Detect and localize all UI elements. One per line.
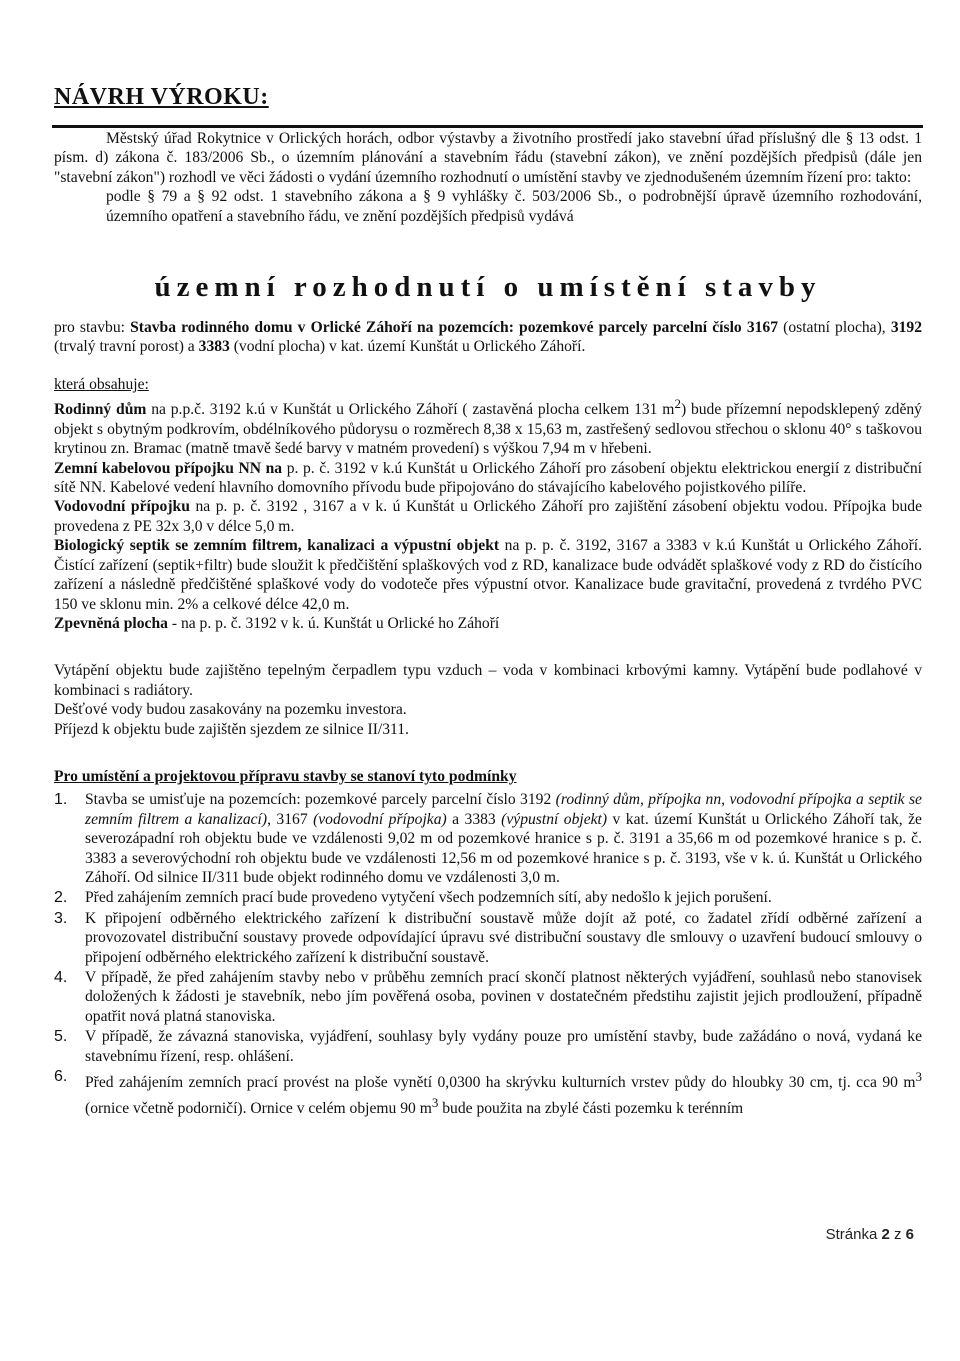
condition-text: Stavba se umisťuje na pozemcích: pozemkové parcely parcelní číslo 3192 xyxy=(85,791,556,809)
conditions-list xyxy=(54,790,922,1118)
item-pripojka-nn xyxy=(54,459,922,498)
parcel-3192: 3192 xyxy=(890,319,922,337)
item-vodovodni-pripojka xyxy=(54,497,922,536)
obsahuje-label: která obsahuje: xyxy=(54,375,149,393)
condition-text: V případě, že závazná stanoviska, vyjádření, souhlasy byly vydány pouze pro umístění stavby, bude zažádáno o nová, vydaná ke stavebnímu řízení, resp. ohlášení. xyxy=(85,1028,922,1065)
condition-number: 3. xyxy=(54,909,68,927)
page-number xyxy=(826,1226,914,1243)
condition-number: 1. xyxy=(54,791,68,809)
condition-item xyxy=(54,1027,922,1066)
condition-item xyxy=(54,968,922,1026)
page-total: 6 xyxy=(905,1226,914,1243)
item-biologicky-septik-text: na p. p. č. 3192, 3167 a 3383 v k.ú Kunštát u Orlického Záhoří. Čistící zařízení (septik+filtr) bude sloužit k předčištění splaškových vod z RD, kanalizace bude odvádět splaškové vody z RD do čistícího zařízení a následně předčištěné splaškové vody do vodoteče přes výpustní otvor. Kanalizace bude gravitační, provedená z tvrdého PVC 150 ve sklonu min. 2% a celkové délce 42,0 m. xyxy=(54,537,922,613)
section-heading: NÁVRH VÝROKU: xyxy=(54,84,269,110)
item-biologicky-septik-title: Biologický septik se zemním filtrem, kanalizaci a výpustní objekt xyxy=(54,537,500,555)
vytapeni-paragraph: Vytápění objektu bude zajištěno tepelným čerpadlem typu vzduch – voda v kombinaci krbovými kamny. Vytápění bude podlahové v kombinaci s radiátory. xyxy=(54,662,922,699)
heading-rule xyxy=(52,125,923,128)
prijezd-paragraph: Příjezd k objektu bude zajištěn sjezdem ze silnice II/311. xyxy=(54,720,409,738)
item-rodinny-dum-text: na p.p.č. 3192 k.ú v Kunštát u Orlického Záhoří ( zastavěná plocha celkem 131 m xyxy=(146,401,675,419)
document-body xyxy=(54,129,922,1119)
conditions-heading: Pro umístění a projektovou přípravu stavby se stanoví tyto podmínky xyxy=(54,767,517,785)
condition-text-italic: (vodovodní přípojka) xyxy=(313,810,447,828)
item-zpevnena-plocha xyxy=(54,614,922,633)
condition-text: v kat. území Kunštát u Orlického Záhoří tak, že severozápadní roh objektu bude ve vzdálenosti 9,02 m od pozemkové hranice s p. č. 3191 a 35,66 m od pozemkové hranice s p. č. 3383 a severovýchodní roh objektu bude ve vzdálenosti 12,56 m od pozemkové hranice s p. č. 3193, vše v k. ú. Kunštát u Orlického Záhoří. Od silnice II/311 bude objekt rodinného domu ve vzdálenosti 3,0 m. xyxy=(85,810,922,886)
condition-text: K připojení odběrného elektrického zařízení k distribuční soustavě může dojít až poté, co žadatel zřídí odběrné zařízení a provozovatel distribuční soustavy provede odpovídající úpravu své distribuční soustavy dle smlouvy o uzavření budoucí smlouvy o připojení odběrného elektrického zařízení k distribuční soustavě. xyxy=(85,909,922,966)
page-current: 2 xyxy=(881,1226,890,1243)
item-rodinny-dum xyxy=(54,394,922,458)
item-biologicky-septik xyxy=(54,536,922,614)
condition-item xyxy=(54,1067,922,1118)
condition-text: V případě, že před zahájením stavby nebo v průběhu zemních prací skončí platnost některých vyjádření, souhlasů nebo stanovisek doložených k žádosti je stavebník, nebo jím pověřená osoba, povinen v dostatečném předstihu zajistit jejich prodloužení, případně opatřit nová platná stanoviska. xyxy=(85,969,922,1025)
condition-number: 6. xyxy=(54,1068,68,1086)
item-rodinny-dum-sup: 2 xyxy=(674,396,681,412)
stavba-name: Stavba rodinného domu v Orlické Záhoří na pozemcích: pozemkové parcely parcelní číslo 3167 xyxy=(130,319,779,337)
condition-sup: 3 xyxy=(915,1069,922,1085)
condition-text: (ornice včetně podorničí). Ornice v celém objemu 90 m xyxy=(85,1099,432,1117)
page-of: z xyxy=(889,1226,906,1243)
destove-vody-paragraph: Dešťové vody budou zasakovány na pozemku investora. xyxy=(54,701,407,719)
condition-text: a 3383 xyxy=(446,810,502,828)
condition-item xyxy=(54,909,922,967)
condition-sup: 3 xyxy=(431,1094,439,1110)
legal-basis-paragraph: podle § 79 a § 92 odst. 1 stavebního zákona a § 9 vyhlášky č. 503/2006 Sb., o podrobnější úpravě územního rozhodování, územního opatření a stavebního řádu, ve znění pozdějších předpisů vydává xyxy=(106,188,922,225)
item-rodinny-dum-text-2: ) bude přízemní nepodsklepený zděný objekt s obytným podkrovím, obdélníkového půdorysu o rozměrech 8,38 x 15,63 m, zastřešený sedlovou střechou o sklonu 40° s taškovou krytinou zn. Bramac (matně tmavě šedé barvy v matném provedení) s výškou 7,94 m v hřebeni. xyxy=(54,401,922,458)
parcel-3383: 3383 xyxy=(198,338,230,356)
condition-text: Před zahájením zemních prací bude provedeno vytyčení všech podzemních sítí, aby nedošlo k jejich porušení. xyxy=(85,889,772,907)
item-zpevnena-plocha-title: Zpevněná plocha xyxy=(54,614,168,632)
item-pripojka-nn-text: p. p. č. 3192 v k.ú Kunštát u Orlického Záhoří pro zásobení objektu elektrickou energií z distribuční sítě NN. Kabelové vedení hlavního domovního přívodu bude připojováno do stávajícího kabelového pojistkového pilíře. xyxy=(54,459,923,497)
condition-item xyxy=(54,888,922,907)
condition-text: bude použita na zbylé části pozemku k terénním xyxy=(438,1099,744,1117)
condition-number: 5. xyxy=(54,1028,68,1046)
condition-number: 4. xyxy=(54,969,68,986)
stavba-paragraph xyxy=(54,318,922,357)
condition-text: , 3167 xyxy=(267,810,314,828)
item-rodinny-dum-title: Rodinný dům xyxy=(54,401,147,419)
decision-title: územní rozhodnutí o umístění stavby xyxy=(154,271,822,304)
page-label: Stránka xyxy=(825,1226,882,1243)
stavba-prefix: pro stavbu: xyxy=(54,319,131,337)
condition-text-italic: (rodinný dům, přípojka nn, vodovodní přípojka a septik se zemním filtrem a kanalizací) xyxy=(85,791,922,828)
condition-number: 2. xyxy=(54,889,68,907)
stavba-text-3: (vodní plocha) v kat. území Kunštát u Orlického Záhoří. xyxy=(229,338,586,356)
condition-item xyxy=(54,790,922,887)
item-vodovodni-pripojka-title: Vodovodní přípojku xyxy=(54,498,190,516)
intro-paragraph: Městský úřad Rokytnice v Orlických horách, odbor výstavby a životního prostředí jako stavební úřad příslušný dle § 13 odst. 1 písm. d) zákona č. 183/2006 Sb., o územním plánování a stavebním řádu (stavební zákon), ve znění pozdějších předpisů (dále jen "stavební zákon") rozhodl ve věci žádosti o vydání územního rozhodnutí o umístění stavby ve zjednodušeném územním řízení pro: takto: xyxy=(54,130,922,186)
item-vodovodni-pripojka-text: na p. p. č. 3192 , 3167 a v k. ú Kunštát u Orlického Záhoří pro zajištění zásobení objektu vodou. Přípojka bude provedena z PE 32x 3,0 v délce 5,0 m. xyxy=(54,498,923,535)
condition-text: Před zahájením zemních prací provést na ploše vynětí 0,0300 ha skrývku kulturních vrstev půdy do hloubky 30 cm, tj. cca 90 m xyxy=(85,1074,916,1092)
condition-text-italic: (výpustní objekt) xyxy=(501,810,608,828)
stavba-text-2: (trvalý travní porost) a xyxy=(54,338,199,356)
item-zpevnena-plocha-text: - na p. p. č. 3192 v k. ú. Kunštát u Orlické ho Záhoří xyxy=(167,614,500,632)
stavba-text-1: (ostatní plocha), xyxy=(778,319,891,337)
item-pripojka-nn-title: Zemní kabelovou přípojku NN na xyxy=(54,459,283,477)
